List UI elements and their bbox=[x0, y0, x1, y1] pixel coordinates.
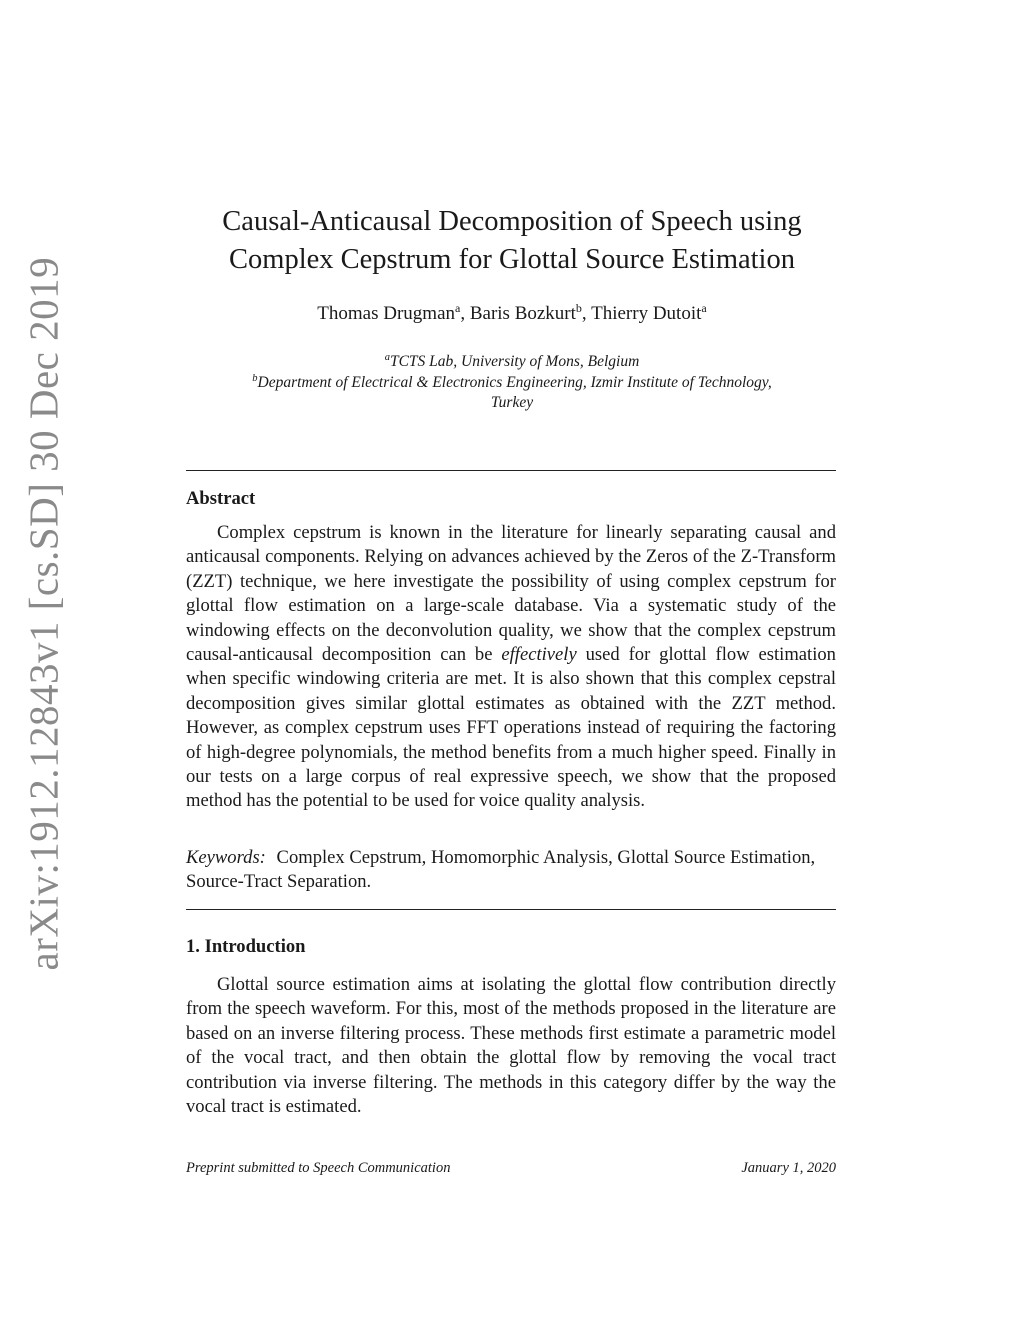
affiliation-b-mark: b bbox=[252, 372, 258, 384]
footer-date: January 1, 2020 bbox=[741, 1160, 836, 1176]
keywords bbox=[186, 846, 836, 895]
keywords-text: Complex Cepstrum, Homomorphic Analysis, Glottal Source Estimation, Source-Tract Separation. bbox=[186, 847, 816, 893]
author-list bbox=[150, 302, 874, 326]
title-line-2: Complex Cepstrum for Glottal Source Estimation bbox=[229, 244, 795, 275]
affiliation-a bbox=[150, 352, 874, 373]
footer-submission-note: Preprint submitted to Speech Communication bbox=[186, 1160, 451, 1176]
abstract-text-part-1: Complex cepstrum is known in the literature for linearly separating causal and anticausal components. Relying on advances achieved by the Zeros of the Z-Transform (ZZT) technique, we here investigate the possibility of using complex cepstrum for glottal flow estimation on a large-scale database. Via a systematic study of the windowing effects on the deconvolution quality, we show that the complex cepstrum causal-anticausal decomposition can be bbox=[186, 522, 836, 666]
abstract-heading: Abstract bbox=[186, 488, 256, 509]
keywords-label: Keywords: bbox=[186, 847, 266, 868]
author-name: Baris Bozkurt bbox=[469, 303, 576, 324]
affiliation-a-mark: a bbox=[384, 352, 390, 363]
abstract-text bbox=[186, 521, 836, 814]
author-affiliation-mark: a bbox=[455, 301, 461, 315]
abstract-emphasis: effectively bbox=[501, 644, 577, 666]
page-footer bbox=[186, 1160, 836, 1177]
abstract-top-rule bbox=[186, 470, 836, 471]
affiliations bbox=[150, 352, 874, 414]
author-name: Thomas Drugman bbox=[317, 303, 456, 324]
author-name: Thierry Dutoit bbox=[591, 303, 702, 324]
affiliation-a-text: TCTS Lab, University of Mons, Belgium bbox=[389, 353, 640, 370]
section-heading-introduction: 1. Introduction bbox=[186, 936, 306, 957]
affiliation-b-continued: Turkey bbox=[490, 394, 534, 411]
author-affiliation-mark: a bbox=[701, 301, 707, 315]
affiliation-b-text: Department of Electrical & Electronics Engineering, Izmir Institute of Technology, bbox=[257, 373, 772, 391]
author-affiliation-mark: b bbox=[575, 301, 582, 315]
author-separator: , bbox=[460, 303, 470, 324]
introduction-text: Glottal source estimation aims at isolating the glottal flow contribution directly from the speech waveform. For this, most of the methods proposed in the literature are based on an inverse filtering process. These methods first estimate a parametric model of the vocal tract, and then obtain the glottal flow by removing the vocal tract contribution via inverse filtering. The methods in this category differ by the way the vocal tract is estimated. bbox=[186, 974, 836, 1118]
paper-title bbox=[150, 203, 874, 279]
title-line-1: Causal-Anticausal Decomposition of Speech using bbox=[222, 206, 802, 237]
affiliation-b bbox=[150, 373, 874, 394]
abstract-bottom-rule bbox=[186, 909, 836, 910]
arxiv-identifier-stamp: arXiv:1912.12843v1 [cs.SD] 30 Dec 2019 bbox=[20, 256, 67, 971]
abstract-text-part-2: used for glottal flow estimation when specific windowing criteria are met. It is also shown that this complex cepstral decomposition gives similar glottal estimates as obtained with the ZZT method. However, as complex cepstrum uses FFT operations instead of requiring the factoring of high-degree polynomials, the method benefits from a much higher speed. Finally in our tests on a large corpus of real expressive speech, we show that the proposed method has the potential to be used for voice quality analysis. bbox=[186, 644, 836, 812]
author-separator: , bbox=[581, 303, 592, 324]
